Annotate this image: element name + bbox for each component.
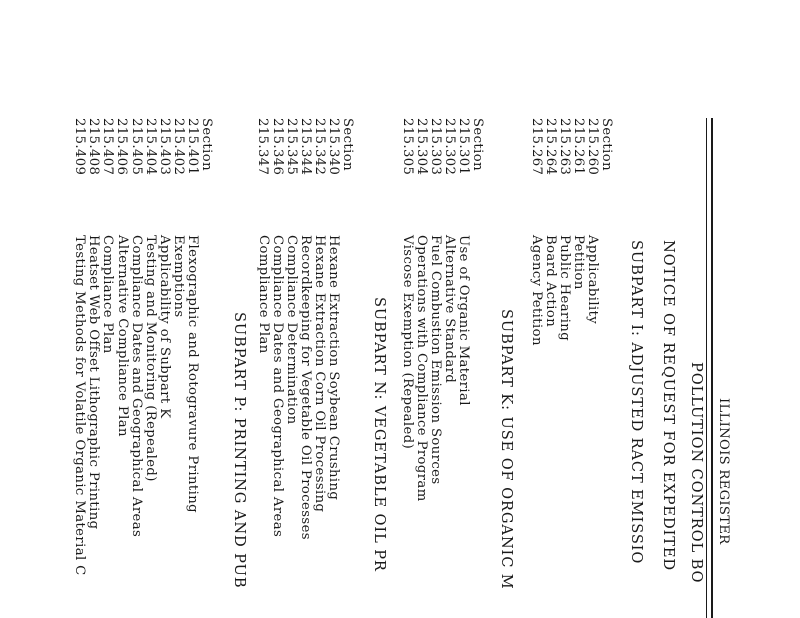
section-title: Heatset Web Offset Lithographic Printing [86,235,102,530]
section-title: Alternative Compliance Plan [114,235,130,437]
section-number: 215.303 [427,118,443,176]
section-number: 215.345 [283,118,299,176]
section-title: Fuel Combustion Emission Sources [427,235,443,485]
section-number: 215.261 [570,118,586,176]
section-title: Hexane Extraction Corn Oil Processing [311,235,327,513]
section-number: 215.401 [184,118,200,176]
subpart-k-section-numbers [399,118,484,175]
section-number: 215.301 [455,118,471,176]
section-number: 215.406 [114,118,130,176]
section-title: Compliance Plan [100,235,116,354]
section-title: Board Action [542,235,558,328]
subpart-n-heading: SUBPART N: VEGETABLE OIL PR [371,297,388,572]
register-header: ILLINOIS REGISTER [716,398,731,545]
section-number: 215.344 [297,118,313,176]
section-number: 215.260 [584,118,600,176]
subpart-p-heading: SUBPART P: PRINTING AND PUB [231,312,248,589]
section-number: 215.346 [269,118,285,176]
subpart-p-section-numbers [72,118,213,175]
section-title: Exemptions [170,235,186,318]
notice-title: NOTICE OF REQUEST FOR EXPEDITED [660,240,677,572]
section-header: Section [599,118,614,171]
header-rule [711,118,713,618]
section-number: 215.302 [441,118,457,176]
section-title: Compliance Plan [255,235,271,354]
section-title: Petition [570,235,586,290]
subpart-i-section-titles [529,235,599,346]
section-number: 215.404 [142,118,158,176]
section-number: 215.347 [255,118,271,176]
section-number: 215.263 [556,118,572,176]
subpart-i-heading: SUBPART I: ADJUSTED RACT EMISSIO [628,240,645,565]
section-title: Use of Organic Material [456,235,471,406]
section-title: Flexographic and Rotogravure Printing [185,235,200,513]
section-number: 215.342 [311,118,327,176]
subpart-k-heading: SUBPART K: USE OF ORGANIC M [498,309,515,590]
section-title: Recordkeeping for Vegetable Oil Processes [297,235,313,540]
subpart-n-section-numbers [255,118,354,175]
section-title: Hexane Extraction Soybean Crushing [326,235,341,501]
subpart-i-section-numbers [528,118,613,175]
section-number: 215.267 [528,118,544,176]
section-title: Applicability [585,235,600,325]
section-title: Operations with Compliance Program [413,235,429,502]
section-number: 215.340 [325,118,341,176]
section-title: Compliance Determination [283,235,299,425]
section-title: Compliance Dates and Geographical Areas [128,235,144,538]
section-title: Testing and Monitoring (Repealed) [142,235,158,482]
section-title: Viscose Exemption (Repealed) [399,235,415,450]
section-title: Public Hearing [556,235,572,342]
section-number: 215.305 [399,118,415,176]
section-number: 215.408 [86,118,102,176]
section-header: Section [199,118,214,171]
section-title: Agency Petition [528,235,544,346]
subpart-k-section-titles [400,235,470,502]
section-number: 215.304 [413,118,429,176]
section-number: 215.403 [156,118,172,176]
agency-title: POLLUTION CONTROL BO [688,362,705,584]
section-header: Section [340,118,355,171]
header-rule-lower [706,118,707,618]
section-number: 215.264 [542,118,558,176]
section-number: 215.402 [170,118,186,176]
section-header: Section [470,118,485,171]
section-title: Alternative Standard [441,235,457,384]
section-number: 215.407 [100,118,116,176]
subpart-n-section-titles [255,235,340,540]
section-number: 215.405 [128,118,144,176]
section-title: Testing Methods for Volatile Organic Material C [72,235,88,576]
section-number: 215.409 [72,118,88,176]
section-title: Applicability of Subpart K [156,235,172,419]
section-title: Compliance Dates and Geographical Areas [269,235,285,538]
subpart-p-section-titles [72,235,199,576]
